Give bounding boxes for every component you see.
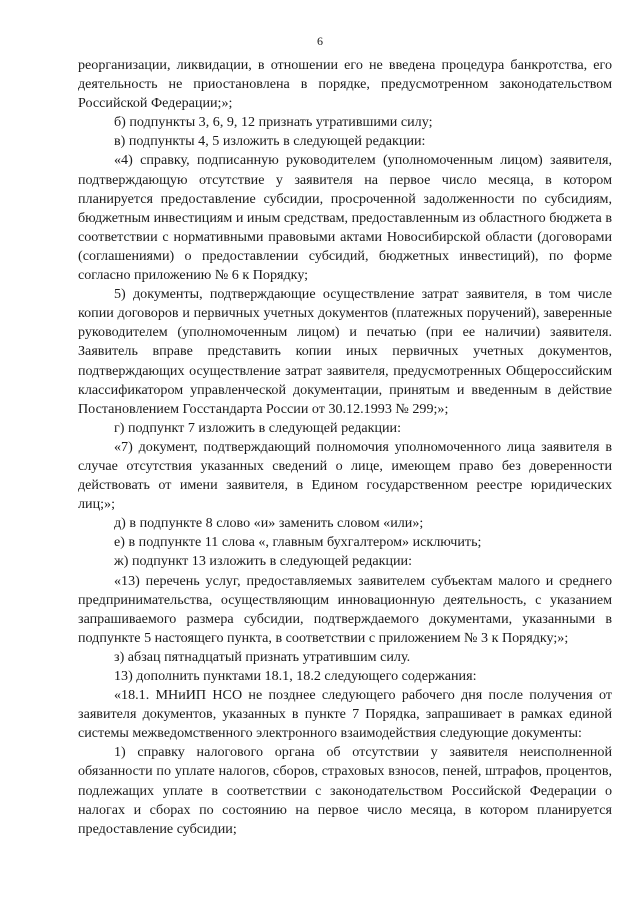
paragraph: 5) документы, подтверждающие осуществление затрат заявителя, в том числе копии договоров и первичных учетных документов (платежных поручений), заверенные руководителем (уполномоченным лицом) и печатью (при ее наличии) заявителя. Заявитель вправе представить копии иных первичных учетных документов, подтверждающих осуществление затрат заявителя, предусмотренных Общероссийским классификатором управленческой документации, принятым и введенным в действие Постановлением Госстандарта России от 30.12.1993 № 299;»; <box>78 286 612 417</box>
paragraph: «18.1. МНиИП НСО не позднее следующего рабочего дня после получения от заявителя документов, указанных в пункте 7 Порядка, запрашивает в рамках единой системы межведомственного электронного взаимодействия следующие документы: <box>78 687 612 742</box>
paragraph: д) в подпункте 8 слово «и» заменить словом «или»; <box>114 515 424 532</box>
paragraph: 13) дополнить пунктами 18.1, 18.2 следующего содержания: <box>114 668 477 684</box>
paragraph: в) подпункты 4, 5 изложить в следующей редакции: <box>114 133 426 150</box>
paragraph: «4) справку, подписанную руководителем (уполномоченным лицом) заявителя, подтверждающую отсутствие у заявителя на первое число месяца, в котором планируется предоставление субсидии, просроченной задолженности по субсидиям, бюджетным инвестициям и иным средствам, предоставленным из областного бюджета в соответствии с нормативными правовыми актами Новосибирской области (договорами (соглашениями) о предоставлении субсидий, бюджетных инвестиций), по форме согласно приложению № 6 к Порядку; <box>78 152 612 284</box>
paragraph: ж) подпункт 13 изложить в следующей редакции: <box>114 553 413 570</box>
paragraph: реорганизации, ликвидации, в отношении его не введена процедура банкротства, его деятельность не приостановлена в порядке, предусмотренном законодательством Российской Федерации;»; <box>78 57 612 112</box>
paragraph: г) подпункт 7 изложить в следующей редакции: <box>114 419 402 436</box>
page-number: 6 <box>317 34 323 48</box>
paragraph: е) в подпункте 11 слова «, главным бухгалтером» исключить; <box>114 534 482 551</box>
paragraph: з) абзац пятнадцатый признать утратившим силу. <box>114 648 411 665</box>
paragraph: 1) справку налогового органа об отсутствии у заявителя неисполненной обязанности по уплате налогов, сборов, страховых взносов, пеней, штрафов, процентов, подлежащих уплате в соответствии с законодательством Российской Федерации о налогах и сборах по состоянию на первое число месяца, в котором планируется предоставление субсидии; <box>78 744 612 837</box>
document-body <box>78 56 612 839</box>
paragraph: «13) перечень услуг, предоставляемых заявителем субъектам малого и среднего предпринимательства, осуществляющим инновационную деятельность, с указанием запрашиваемого размера субсидии, подтверждаемого документами, указанными в подпункте 5 настоящего пункта, в соответствии с приложением № 3 к Порядку;»; <box>78 572 612 646</box>
paragraph: «7) документ, подтверждающий полномочия уполномоченного лица заявителя в случае отсутствия указанных сведений о лице, имеющем право без доверенности действовать от имени заявителя, в Едином государственном реестре юридических лиц;»; <box>78 438 612 513</box>
paragraph: б) подпункты 3, 6, 9, 12 признать утратившими силу; <box>114 114 433 131</box>
